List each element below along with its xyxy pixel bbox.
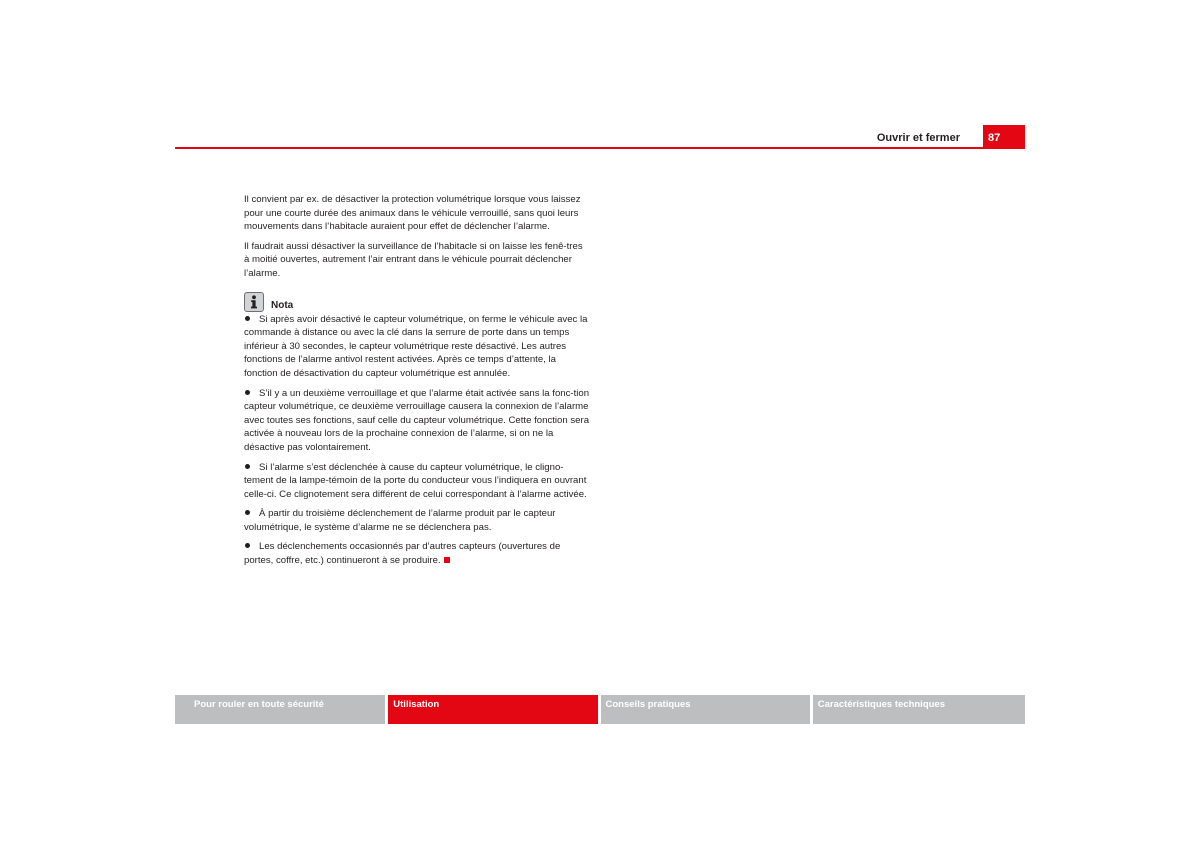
note-header (244, 292, 590, 312)
end-of-section-icon (444, 557, 450, 563)
note-bullet (244, 507, 590, 534)
bullet-icon (245, 510, 250, 515)
bullet-icon (245, 543, 250, 548)
info-icon (244, 292, 264, 312)
header-rule (175, 147, 1025, 149)
main-content (244, 193, 590, 574)
tab-practical-tips[interactable]: Conseils pratiques (601, 695, 810, 724)
note-bullet (244, 387, 590, 455)
note-bullet (244, 540, 590, 567)
bullet-text: Si après avoir désactivé le capteur volumétrique, on ferme le véhicule avec la commande à distance ou avec la clé dans la serrure de porte dans un temps inférieur à 30 secondes, le capteur volumétrique reste désactivé. Les autres fonctions de l’alarme antivol restent activées. Après ce temps d’attente, la fonction de désactivation du capteur volumétrique est annulée. (244, 313, 588, 379)
bullet-icon (245, 316, 250, 321)
tab-technical-specs[interactable]: Caractéristiques techniques (813, 695, 1025, 724)
bullet-text: S’il y a un deuxième verrouillage et que l’alarme était activée sans la fonc-tion capteur volumétrique, ce deuxième verrouillage causera la connexion de l’alarme avec toutes ses fonctions, sauf celle du capteur volumétrique. Cette fonction sera activée à nouveau lors de la prochaine connexion de l’alarme, si on ne la désactive pas volontairement. (244, 387, 590, 453)
bullet-text: À partir du troisième déclenchement de l’alarme produit par le capteur volumétrique, le système d’alarme ne se déclenchera pas. (244, 508, 556, 533)
section-title: Ouvrir et fermer (876, 132, 960, 144)
paragraph: Il convient par ex. de désactiver la protection volumétrique lorsque vous laissez pour une courte durée des animaux dans le véhicule verrouillé, sans quoi leurs mouvements dans l’habitacle auraient pour effet de déclencher l’alarme. (244, 194, 581, 233)
note-bullet (244, 313, 590, 381)
paragraph: Il faudrait aussi désactiver la surveillance de l’habitacle si on laisse les fenê-tres à moitié ouvertes, autrement l’air entrant dans le véhicule pourrait déclencher l’alarme. (244, 240, 583, 279)
footer-chapter-tabs (175, 695, 1025, 724)
tab-utilisation[interactable]: Utilisation (388, 695, 597, 724)
bullet-text: Les déclenchements occasionnés par d’autres capteurs (ouvertures de portes, coffre, etc.) continueront à se produire. (244, 541, 561, 567)
note-title: Nota (271, 299, 294, 311)
tab-safety[interactable]: Pour rouler en toute sécurité (175, 695, 385, 724)
bullet-text: Si l’alarme s’est déclenchée à cause du capteur volumétrique, le cligno-tement de la lampe-témoin de la porte du conducteur vous l’indiquera en ouvrant celle-ci. Ce clignotement sera différent de celui correspondant à l’alarme activée. (244, 461, 587, 500)
bullet-icon (245, 390, 250, 395)
note-bullet (244, 461, 590, 502)
bullet-icon (245, 464, 250, 469)
page-number: 87 (988, 132, 1001, 144)
